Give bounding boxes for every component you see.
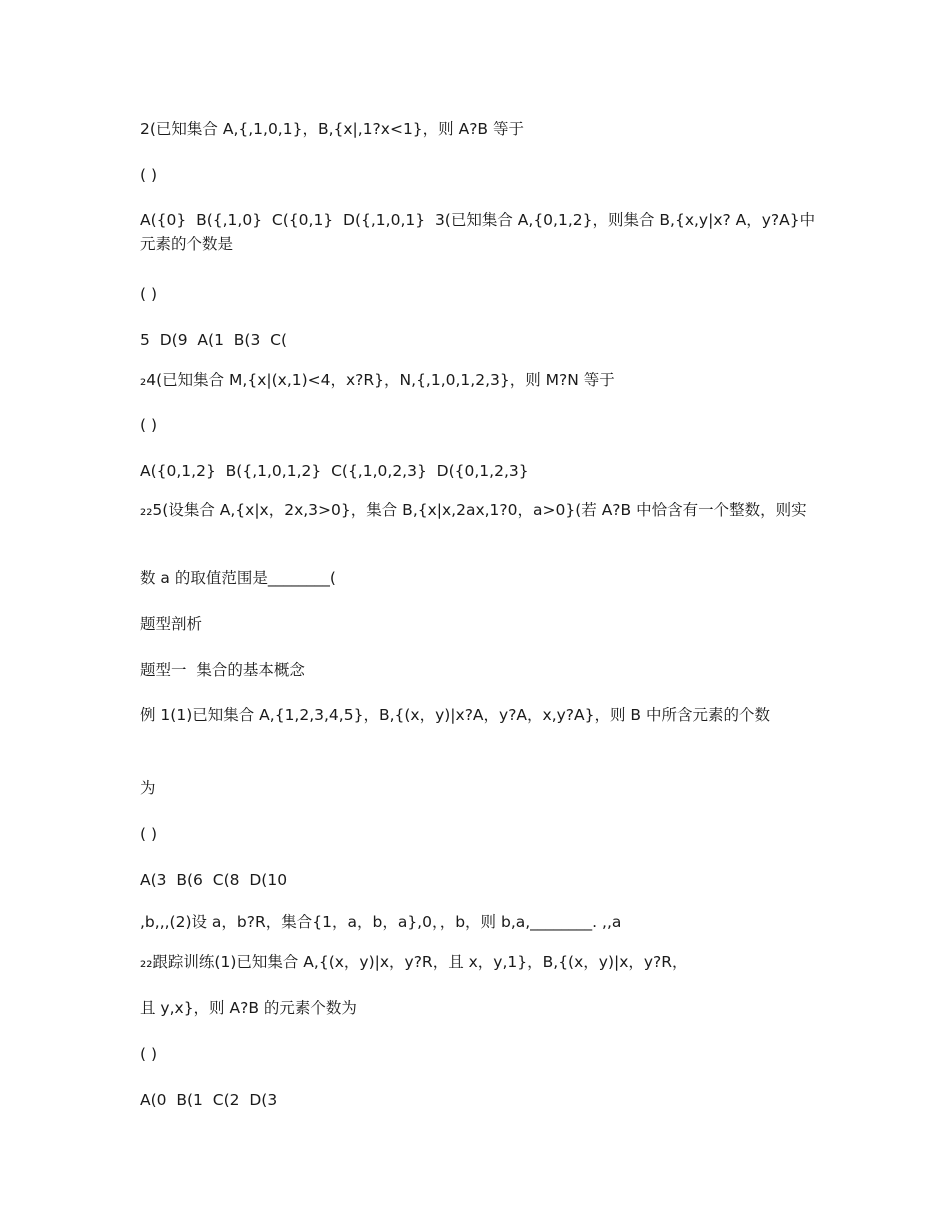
paragraph-blank-4: ( ) bbox=[140, 416, 158, 434]
paragraph-problem-3: A({0} B({,1,0} C({0,1} D({,1,0,1} 3(已知集合 A,{0,1,2}，则集合 B,{x,y|x? A，y?A}中元素的个数是 bbox=[140, 211, 816, 253]
paragraph-blank-exercise: ( ) bbox=[140, 1045, 158, 1063]
paragraph-problem-4: ₂4(已知集合 M,{x|(x,1)<4，x?R}，N,{,1,0,1,2,3}，则 M?N 等于 bbox=[140, 371, 615, 389]
paragraph-options-4: A({0,1,2} B({,1,0,1,2} C({,1,0,2,3} D({0,1,2,3} bbox=[140, 462, 529, 480]
paragraph-problem-5-cont: 数 a 的取值范围是________( bbox=[140, 569, 336, 587]
document-page bbox=[140, 0, 830, 1230]
paragraph-options-exercise: A(0 B(1 C(2 D(3 bbox=[140, 1091, 278, 1109]
paragraph-blank-3: ( ) bbox=[140, 285, 158, 303]
paragraph-example-1-part2: ,b,,,(2)设 a，b?R，集合{1，a，b，a},0，，b，则 b,a,________. ,,a bbox=[140, 913, 622, 931]
paragraph-blank-ex1: ( ) bbox=[140, 825, 158, 843]
subsection-heading: 题型一 集合的基本概念 bbox=[140, 661, 305, 679]
paragraph-example-1: 例 1(1)已知集合 A,{1,2,3,4,5}，B,{(x，y)|x?A，y?A，x,y?A}，则 B 中所含元素的个数 bbox=[140, 706, 770, 724]
paragraph-problem-5: ₂₂5(设集合 A,{x|x，2x,3>0}，集合 B,{x|x,2ax,1?0，a>0}(若 A?B 中恰含有一个整数，则实 bbox=[140, 501, 807, 519]
paragraph-exercise-1-cont: 且 y,x}，则 A?B 的元素个数为 bbox=[140, 999, 357, 1017]
section-heading: 题型剖析 bbox=[140, 615, 203, 633]
paragraph-options-ex1: A(3 B(6 C(8 D(10 bbox=[140, 871, 288, 889]
paragraph-problem-2: 2(已知集合 A,{,1,0,1}，B,{x|,1?x<1}，则 A?B 等于 bbox=[140, 120, 524, 138]
paragraph-blank-2: ( ) bbox=[140, 166, 158, 184]
paragraph-exercise-1: ₂₂跟踪训练(1)已知集合 A,{(x，y)|x，y?R，且 x，y,1}，B,{(x，y)|x，y?R， bbox=[140, 953, 688, 971]
paragraph-options-3: 5 D(9 A(1 B(3 C( bbox=[140, 331, 288, 349]
paragraph-example-1-cont: 为 bbox=[140, 779, 156, 797]
